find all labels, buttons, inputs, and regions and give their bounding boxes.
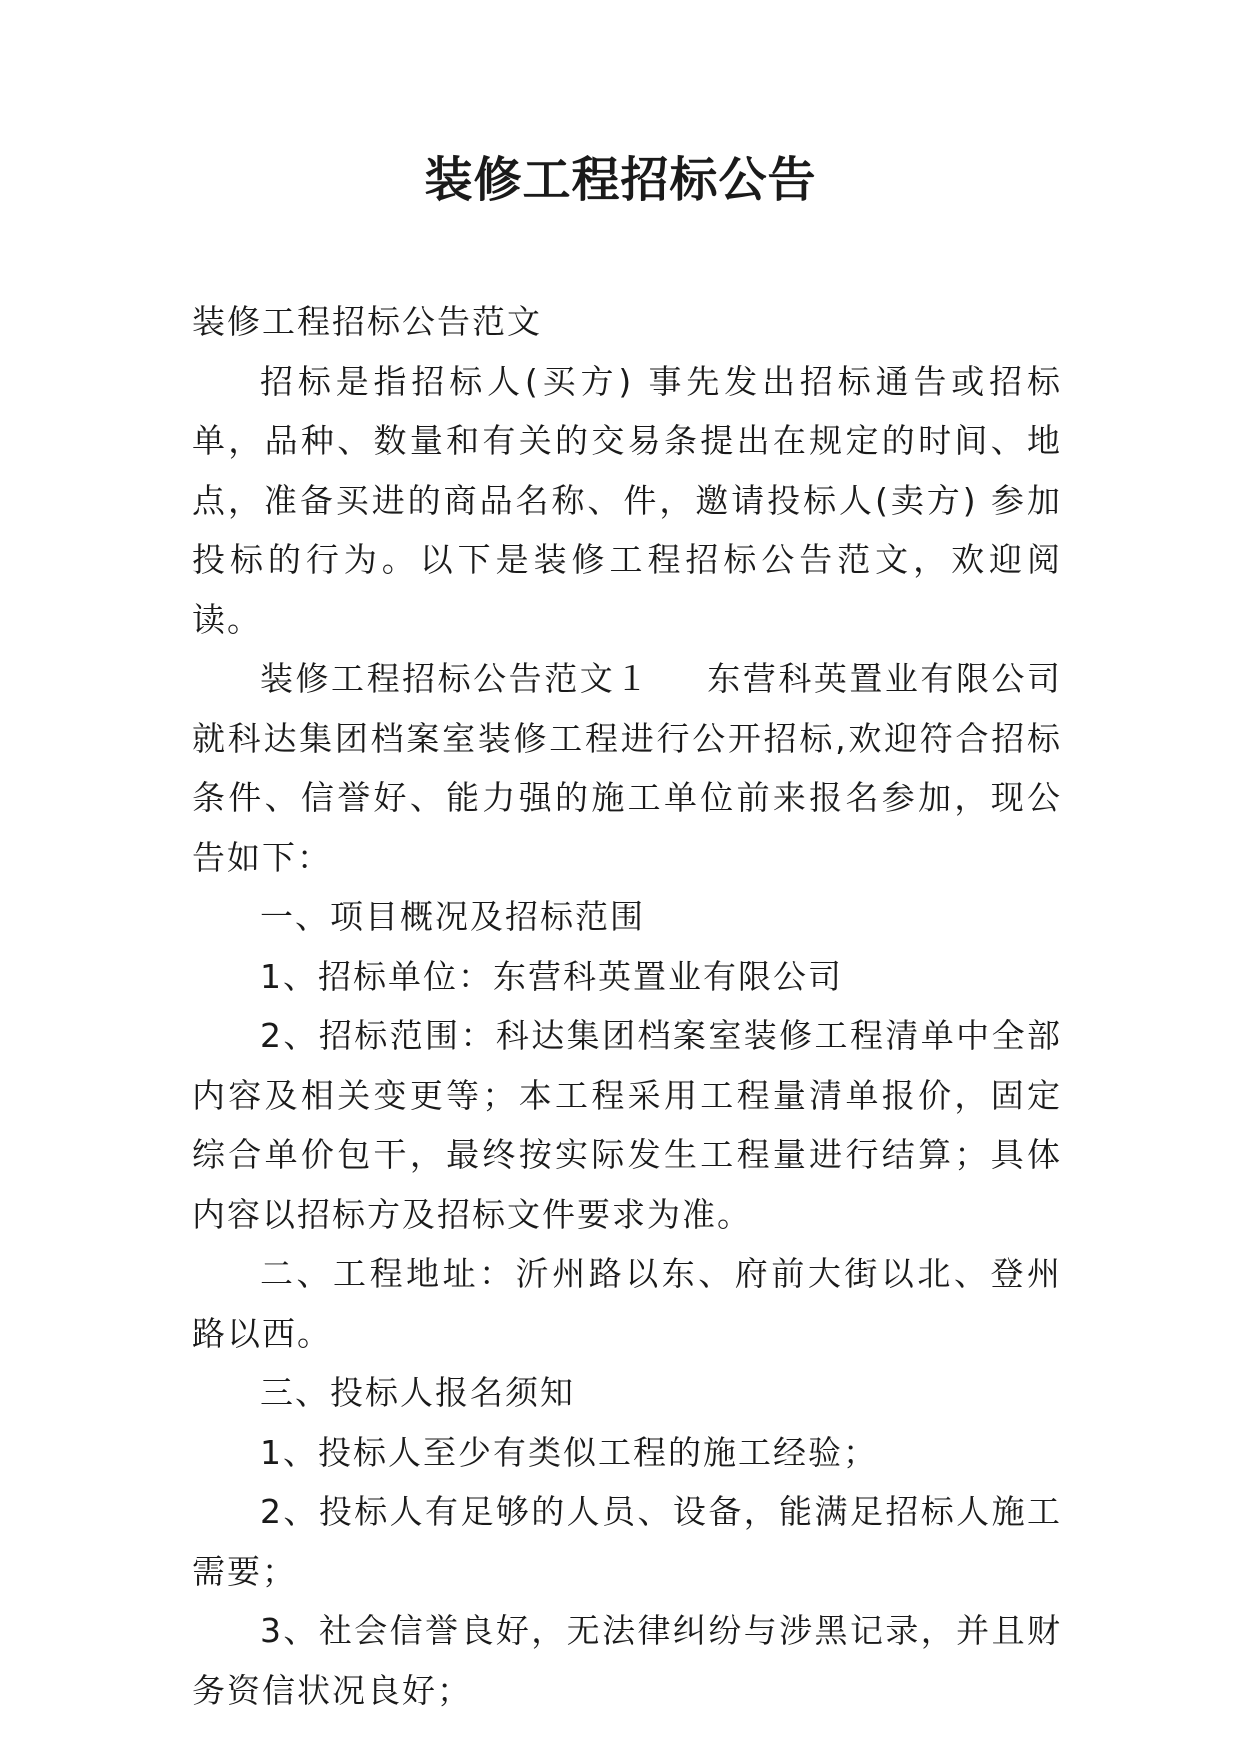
section-heading-1: 一、项目概况及招标范围: [260, 897, 645, 936]
section-heading-2: 二、工程地址：沂州路以东、府前大街以北、登州路以西。: [192, 1254, 1062, 1353]
list-item: 2、招标范围：科达集团档案室装修工程清单中全部内容及相关变更等；本工程采用工程量清单报价，固定综合单价包干，最终按实际发生工程量进行结算；具体内容以招标方及招标文件要求为准。: [192, 1016, 1062, 1234]
list-item: 1、投标人至少有类似工程的施工经验；: [260, 1432, 878, 1472]
document-subtitle: 装修工程招标公告范文: [192, 302, 542, 341]
document-body: [192, 292, 1062, 1720]
document-title: 装修工程招标公告: [424, 152, 817, 208]
paragraph-intro: 招标是指招标人(买方) 事先发出招标通告或招标单，品种、数量和有关的交易条提出在规定的时间、地点，准备买进的商品名称、件，邀请投标人(卖方) 参加投标的行为。以下是装修工程招标公告范文，欢迎阅读。: [192, 361, 1062, 639]
paragraph-sample-intro: [192, 649, 1062, 887]
sample-heading: 装修工程招标公告范文１: [260, 659, 651, 698]
list-item: 1、招标单位：东营科英置业有限公司: [260, 956, 843, 996]
section-heading-3: 三、投标人报名须知: [260, 1373, 575, 1412]
list-item: 2、投标人有足够的人员、设备，能满足招标人施工需要；: [192, 1492, 1062, 1591]
sample-intro-text: 东营科英置业有限公司就科达集团档案室装修工程进行公开招标,欢迎符合招标条件、信誉好、能力强的施工单位前来报名参加，现公告如下：: [192, 659, 1063, 877]
list-item: 3、社会信誉良好，无法律纠纷与涉黑记录，并且财务资信状况良好；: [192, 1611, 1062, 1710]
